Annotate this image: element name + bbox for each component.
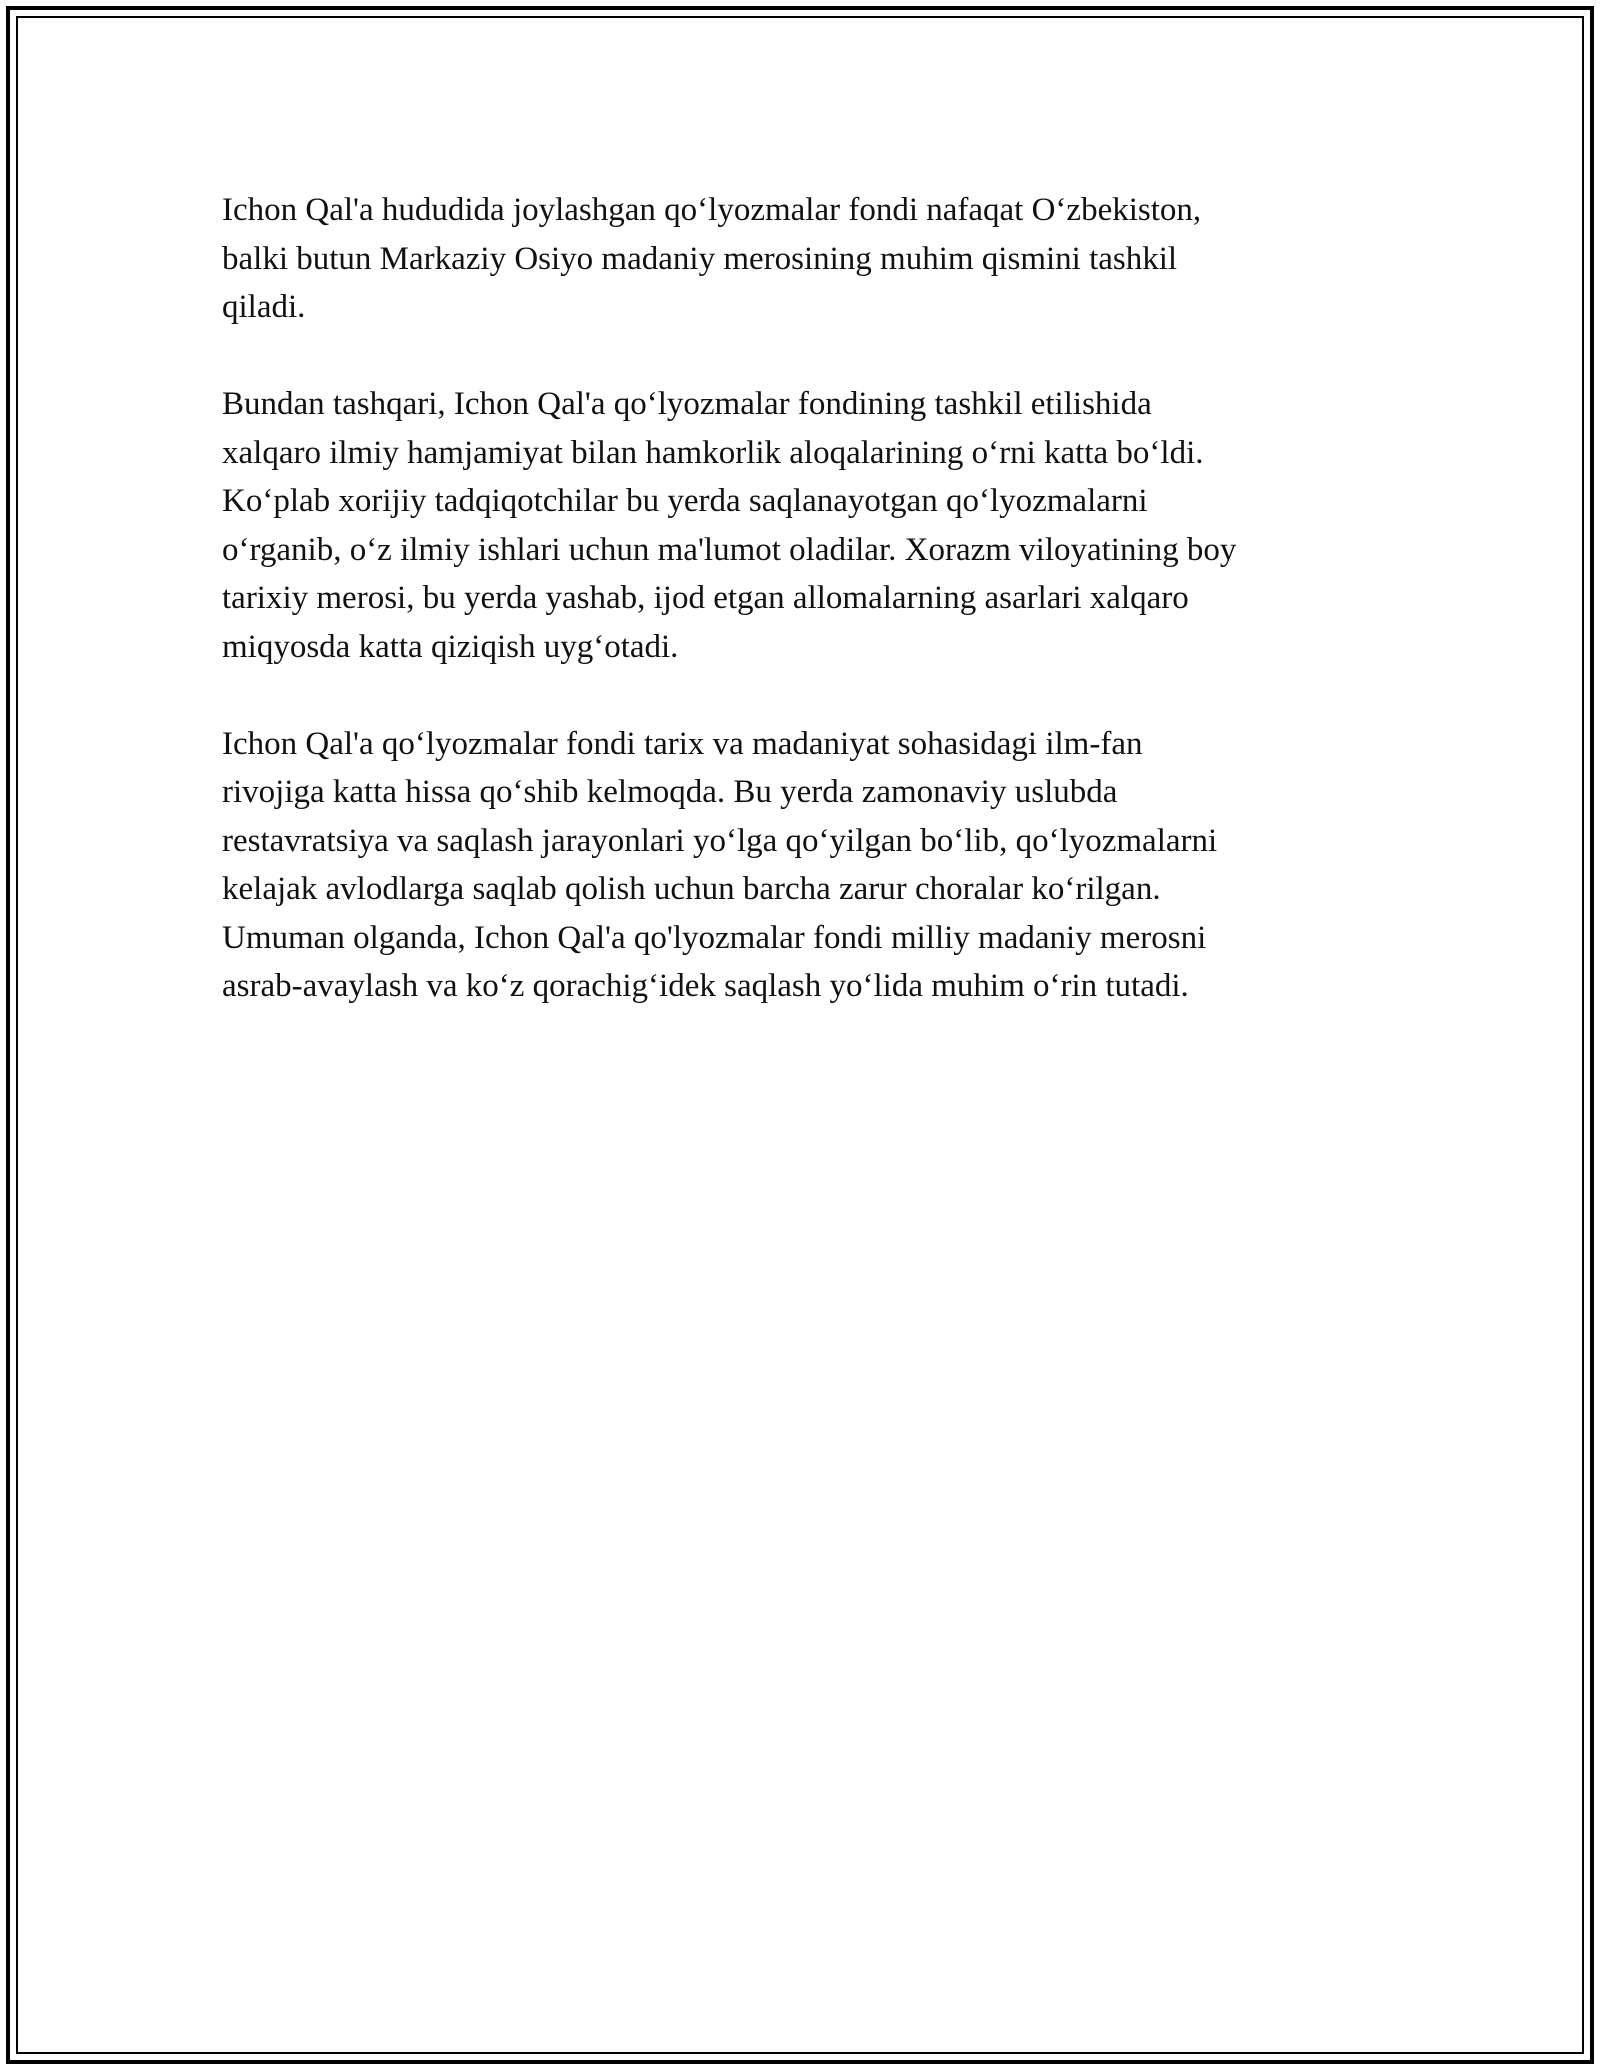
paragraph-1: Ichon Qal'a hududida joylashgan qo‘lyozmalar fondi nafaqat O‘zbekiston, balki butun Markaziy Osiyo madaniy merosining muhim qismini tashkil qiladi.: [222, 192, 1202, 325]
paragraph-3: Ichon Qal'a qo‘lyozmalar fondi tarix va madaniyat sohasidagi ilm-fan rivojiga katta hissa qo‘shib kelmoqda. Bu yerda zamonaviy uslubda restavratsiya va saqlash jarayonlari yo‘lga qo‘yilgan bo‘lib, qo‘lyozmalarni kelajak avlodlarga saqlab qolish uchun barcha zarur choralar ko‘rilgan. Umuman olganda, Ichon Qal'a qo'lyozmalar fondi milliy madaniy merosni asrab-avaylash va ko‘z qorachig‘idek saqlash yo‘lida muhim o‘rin tutadi.: [222, 725, 1218, 1004]
document-body: [222, 186, 1372, 1059]
paragraph-2: Bundan tashqari, Ichon Qal'a qo‘lyozmalar fondining tashkil etilishida xalqaro ilmiy hamjamiyat bilan hamkorlik aloqalarining o‘rni katta bo‘ldi. Ko‘plab xorijiy tadqiqotchilar bu yerda saqlanayotgan qo‘lyozmalarni o‘rganib, o‘z ilmiy ishlari uchun ma'lumot oladilar. Xorazm viloyatining boy tarixiy merosi, bu yerda yashab, ijod etgan allomalarning asarlari xalqaro miqyosda katta qiziqish uyg‘otadi.: [222, 386, 1237, 665]
